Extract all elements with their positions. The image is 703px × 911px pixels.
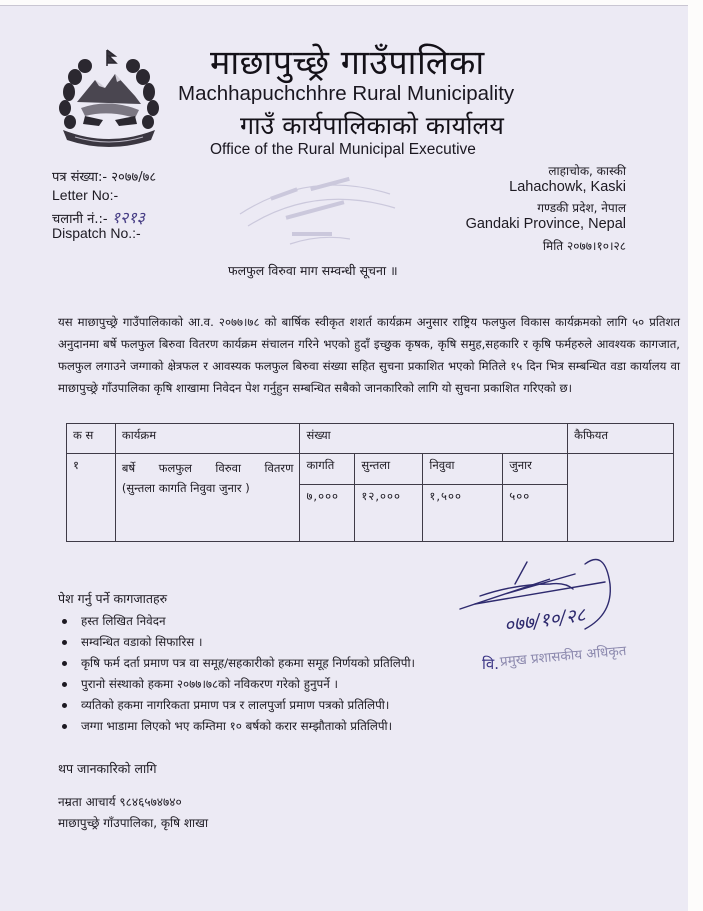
list-item [58, 632, 415, 653]
subheader-orange: सुन्तला [355, 454, 423, 485]
program-name-line2: (सुन्तला कागति निवुवा जुनार ) [121, 481, 250, 495]
notice-subject: फलफुल विरुवा माग सम्वन्धी सूचना ॥ [228, 263, 398, 278]
date-value: २०७७।१०।२८ [566, 239, 626, 253]
address-place-english: Lahachowk, Kaski [509, 179, 626, 195]
bullet-icon [62, 703, 67, 708]
dispatch-number-label: चलानी नं.:- [52, 212, 108, 227]
subheader-junar: जुनार [503, 454, 568, 485]
contact-person: नम्रता आचार्य ९८४६५७४७४० [58, 795, 182, 809]
notice-body: यस माछापुच्छ्रे गाउँपालिकाको आ.व. २०७७।७८ को बार्षिक स्वीकृत शशर्त कार्यक्रम अनुसार राष्ट्रिय फलफुल विकास कार्यक्रमको लागि ५० प्रतिशत अनुदानमा बर्षे फलफुल बिरुवा वितरण कार्यक्रम संचालन गरिने भएको हुदाँ इच्छुक कृषक, कृषि समुह,सहकारि र कृषि फर्महरुले आवश्यक कागजात, फलफुल लगाउने जग्गाको क्षेत्रफल र आवस्यक फलफुल बिरुवा संख्या सहित सुचना प्रकाशित भएको मितिले १५ दिन भित्र सम्बन्धित वडा कार्यालय वा माछापुच्छ्रे गाँउपालिका कृषि शाखामा निवेदन पेश गर्नुहुन सम्बन्धित सबैको जानकारिको लागि यो सुचना प्रकाशित गरिएको छ। [58, 315, 680, 395]
value-lemon: १,५०० [423, 485, 503, 542]
bullet-icon [62, 682, 67, 687]
address-province-nepali: गण्डकी प्रदेश, नेपाल [537, 201, 626, 215]
list-item [58, 695, 415, 716]
office-name-english: Office of the Rural Municipal Executive [210, 141, 476, 158]
header-sn: क स [67, 424, 116, 454]
table-row [67, 454, 674, 485]
municipality-name-nepali: माछापुच्छ्रे गाउँपालिका [210, 43, 485, 83]
nepal-coat-of-arms-icon [55, 44, 163, 149]
bullet-icon [62, 724, 67, 729]
address-place-nepali: लाहाचोक, कास्की [548, 164, 626, 178]
handwritten-signature [455, 554, 625, 644]
header-remarks: कैफियत [568, 424, 674, 454]
letter-number-label: पत्र संख्या:- [52, 170, 108, 185]
contact-office: माछापुच्छ्रे गाँउपालिका, कृषि शाखा [58, 816, 209, 830]
letter-number-value: २०७७/७८ [111, 170, 157, 185]
letter-number-nepali [52, 167, 156, 185]
dispatch-number-english-label: Dispatch No.:- [52, 225, 141, 241]
list-item [58, 716, 415, 737]
dispatch-number-handwritten: १२१३ [111, 208, 145, 227]
date-label: मिति [542, 239, 564, 253]
row-program [115, 454, 300, 542]
list-item-text: व्यतिको हकमा नागरिकता प्रमाण पत्र र लालपुर्जा प्रमाण पत्रको प्रतिलिपी। [81, 698, 390, 712]
list-item-text: कृषि फर्म दर्ता प्रमाण पत्र वा समूह/सहकारीको हकमा समूह निर्णयको प्रतिलिपी। [81, 656, 416, 670]
list-item [58, 653, 415, 674]
bullet-icon [62, 640, 67, 645]
office-name-nepali: गाउँ कार्यपालिकाको कार्यालय [240, 111, 504, 140]
address-province-english: Gandaki Province, Nepal [465, 216, 626, 232]
row-remarks [568, 454, 674, 542]
signatory-title-stamp: प्रमुख प्रशासकीय अधिकृत [499, 642, 628, 670]
contact-heading: थप जानकारिको लागि [58, 761, 157, 776]
subheader-lemon: निवुवा [423, 454, 503, 485]
letter-number-english-label: Letter No:- [52, 187, 119, 203]
list-item-text: पुरानो संस्थाको हकमा २०७७।७८को नविकरण गरेको हुनुपर्ने । [81, 677, 338, 691]
header-program: कार्यक्रम [115, 424, 300, 454]
value-orange: १२,००० [355, 485, 423, 542]
program-table [66, 423, 674, 542]
value-junar: ५०० [503, 485, 568, 542]
list-item [58, 611, 415, 632]
list-item-text: हस्त लिखित निवेदन [81, 614, 166, 628]
bullet-icon [62, 619, 67, 624]
signature-date: ०७७/१०/२८ [502, 603, 587, 637]
municipality-name-english: Machhapuchchhre Rural Municipality [178, 82, 515, 105]
office-stamp-watermark [230, 164, 405, 259]
letter-date [543, 237, 626, 254]
bullet-icon [62, 661, 67, 666]
row-sn: १ [67, 454, 116, 542]
list-item-text: सम्वन्धित वडाको सिफारिस । [81, 635, 203, 649]
letter-sheet [0, 5, 688, 911]
header-quantity: संख्या [300, 424, 568, 454]
signature-prefix: वि. [482, 655, 499, 673]
value-lime: ७,००० [300, 485, 355, 542]
list-item [58, 674, 415, 695]
list-item-text: जग्गा भाडामा लिएको भए कम्तिमा १० बर्षको करार सम्झौताको प्रतिलिपी। [81, 719, 393, 733]
table-header-row [67, 424, 674, 454]
required-documents-title: पेश गर्नु पर्ने कागजातहरु [58, 591, 168, 606]
program-name-line1: बर्षे फलफुल विरुवा वितरण [121, 461, 294, 475]
subheader-lime: कागति [300, 454, 355, 485]
required-documents-list [58, 611, 415, 737]
